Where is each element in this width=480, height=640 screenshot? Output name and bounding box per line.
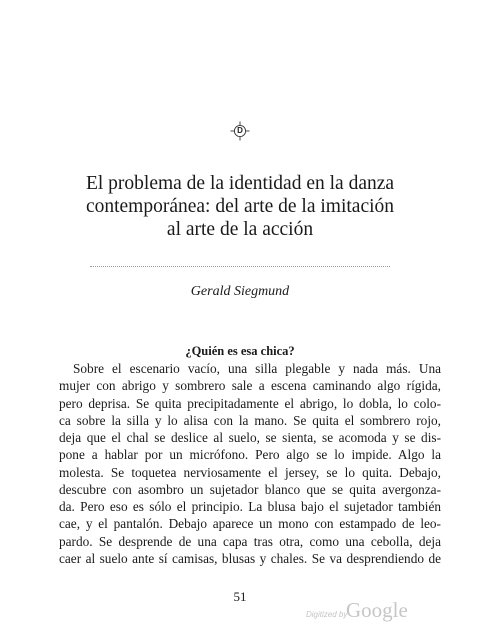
author-name: Gerald Siegmund: [190, 284, 290, 299]
body-line: mujer con abrigo y sombrero sale a escena caminando algo rígida,: [59, 378, 441, 394]
body-line: descubre con asombro un sujetador blanco que se quita avergonza-: [59, 481, 441, 497]
page-number: 51: [233, 589, 247, 604]
title-divider: [90, 266, 390, 267]
digitization-watermark: [306, 598, 466, 624]
chapter-title-line: al arte de la acción: [166, 219, 314, 240]
watermark-brand: Google: [346, 598, 408, 622]
watermark-prefix: Digitized by: [306, 610, 348, 619]
body-line: deja que el chal se deslice al suelo, se sienta, se acomoda y se dis-: [59, 430, 441, 445]
body-line: pone a hablar por un micrófono. Pero algo se lo impide. Algo la: [59, 447, 441, 463]
body-line: molesta. Se toquetea nerviosamente el jersey, se lo quita. Debajo,: [59, 464, 441, 480]
body-line: cae, y el pantalón. Debajo aparece un mono con estampado de leo-: [59, 516, 441, 532]
body-line: ca sobre la silla y lo alisa con la mano. Se quita el sombrero rojo,: [59, 412, 441, 428]
section-heading: ¿Quién es esa chica?: [185, 344, 295, 358]
body-line: pero deprisa. Se quita precipitadamente el abrigo, lo dobla, lo colo-: [59, 395, 441, 411]
chapter-ornament: [230, 121, 250, 141]
chapter-title-line: El problema de la identidad en la danza: [85, 173, 395, 194]
body-line: caer al suelo ante sí camisas, blusas y chales. Se va desprendiendo de: [59, 550, 441, 566]
chapter-letter: D: [237, 126, 243, 135]
body-line: da. Pero eso es sólo el principio. La blusa bajo el sujetador también: [59, 499, 441, 514]
body-line: Sobre el escenario vacío, una silla plegable y nada más. Una: [73, 361, 441, 376]
chapter-title-line: contemporánea: del arte de la imitación: [85, 196, 395, 217]
body-paragraph: [59, 360, 441, 567]
body-line: pardo. Se desprende de una capa tras otra, como una cebolla, deja: [59, 533, 441, 549]
chapter-title: [40, 172, 440, 241]
